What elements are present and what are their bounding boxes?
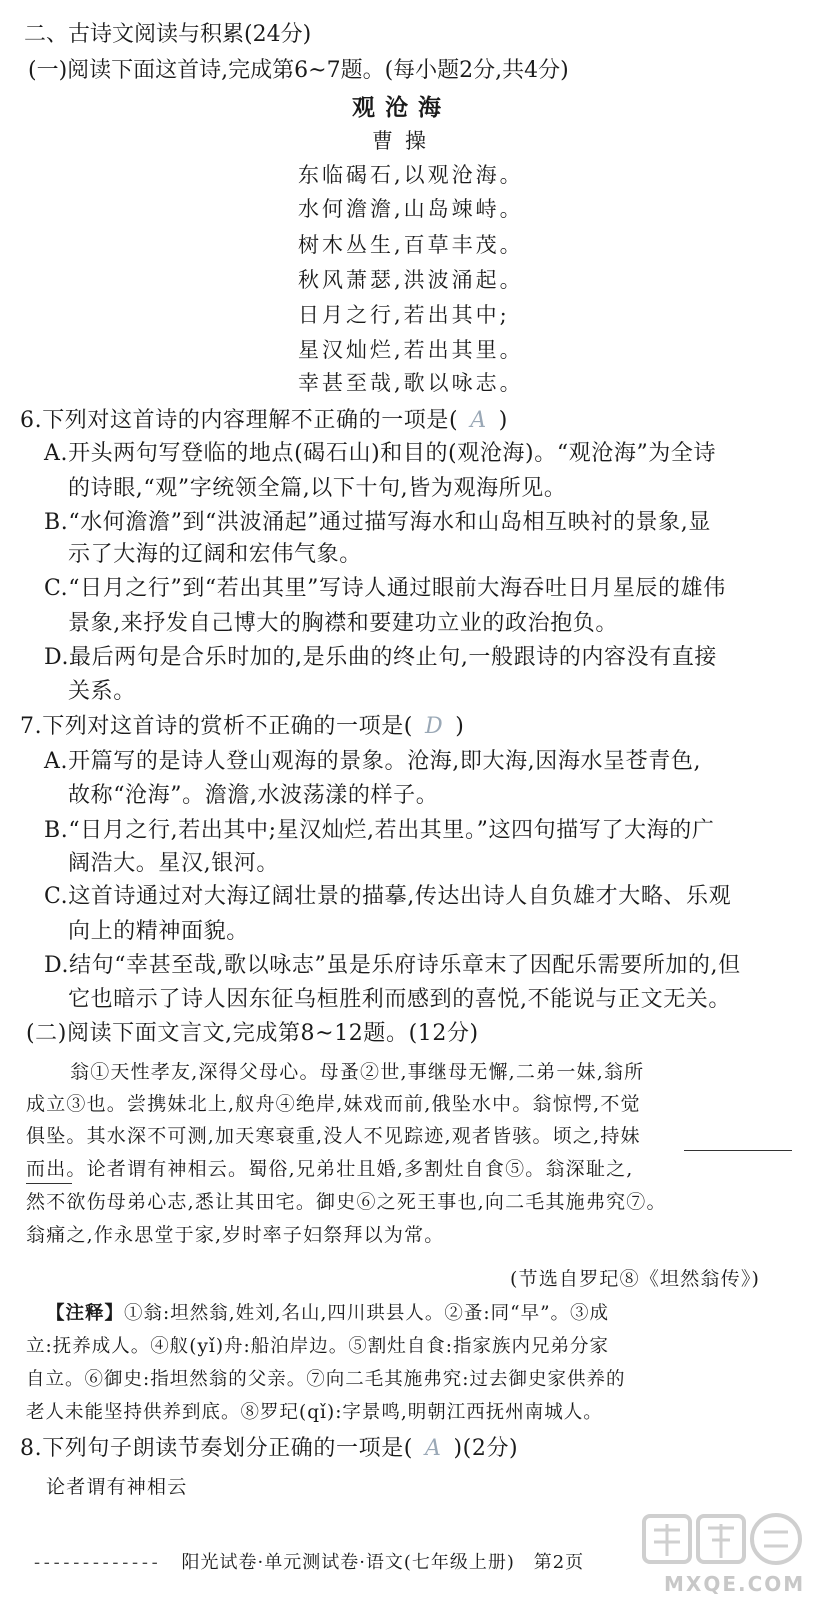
poem-line: 日月之行,若出其中; [298,303,510,327]
poem-line: 幸甚至哉,歌以咏志。 [298,371,524,395]
footer-page: 第2页 [533,1552,585,1573]
q7-option-c-cont: 向上的精神面貌。 [68,919,249,944]
q7-stem [20,716,464,738]
q8-stem-text: 8.下列句子朗读节奏划分正确的一项是( [20,1436,413,1461]
part1-intro: (一)阅读下面这首诗,完成第6~7题。(每小题2分,共4分) [28,58,569,83]
q7-stem-text: 7.下列对这首诗的赏析不正确的一项是( [20,714,413,739]
footer-rule: - - - - - - - - - - - - - [34,1552,157,1573]
q7-answer: D [424,714,444,739]
q7-option-d-cont: 它也暗示了诗人因东征乌桓胜利而感到的喜悦,不能说与正文无关。 [68,987,731,1012]
q6-stem [20,410,508,432]
poem-title: 观沧海 [352,94,451,121]
poem-line: 秋风萧瑟,洪波涌起。 [298,268,524,292]
q7-option-a: A.开篇写的是诗人登山观海的景象。沧海,即大海,因海水呈苍青色, [44,749,702,774]
q6-option-b-cont: 示了大海的辽阔和宏伟气象。 [68,542,362,567]
footer-title: 阳光试卷·单元测试卷·语文(七年级上册) [181,1552,515,1573]
notes-text: ①翁:坦然翁,姓刘,名山,四川珙县人。②蚤:同“早”。③成 [124,1303,610,1324]
q7-option-c: C.这首诗通过对大海辽阔壮景的描摹,传达出诗人自负雄才大略、乐观 [44,884,732,909]
q8-stem [20,1438,518,1460]
q6-stem-text: 6.下列对这首诗的内容理解不正确的一项是( [20,408,459,433]
passage-line: 翁①天性孝友,深得父母心。母蚤②世,事继母无懈,二弟一妹,翁所 [70,1061,645,1083]
q8-sentence: 论者谓有神相云 [46,1476,188,1498]
q6-answer: A [470,408,487,433]
poem-line: 水何澹澹,山岛竦峙。 [298,197,524,221]
q6-option-d-cont: 关系。 [68,679,136,704]
poem-line: 东临碣石,以观沧海。 [298,163,524,187]
q6-option-b: B.“水何澹澹”到“洪波涌起”通过描写海水和山岛相互映衬的景象,显 [44,510,711,535]
q7-close: ) [455,714,465,739]
q7-option-b-cont: 阔浩大。星汉,银河。 [68,851,279,876]
notes-line: 自立。⑥御史:指坦然翁的父亲。⑦向二毛其施弗究:过去御史家供养的 [26,1369,626,1390]
q8-close: )(2分) [453,1436,519,1461]
passage-line: 然不欲伤母弟心志,悉让其田宅。御史⑥之死王事也,向二毛其施弗究⑦。 [26,1191,667,1213]
underline-mark [26,1183,72,1184]
q8-answer: A [424,1436,442,1461]
part2-intro: (二)阅读下面文言文,完成第8~12题。(12分) [26,1021,479,1046]
underline-mark [684,1150,792,1151]
q6-option-a-cont: 的诗眼,“观”字统领全篇,以下十句,皆为观海所见。 [68,476,567,501]
q6-option-a: A.开头两句写登临的地点(碣石山)和目的(观沧海)。“观沧海”为全诗 [44,441,717,466]
q7-option-b: B.“日月之行,若出其中;星汉灿烂,若出其里。”这四句描写了大海的广 [44,818,715,843]
q6-close: ) [498,408,508,433]
passage-line: 而出。论者谓有神相云。蜀俗,兄弟壮且婚,多割灶自食⑤。翁深耻之, [26,1158,634,1180]
poem-author: 曹操 [372,129,438,153]
q6-option-d: D.最后两句是合乐时加的,是乐曲的终止句,一般跟诗的内容没有直接 [44,645,718,670]
passage-line: 成立③也。尝携妹北上,舣舟④绝岸,妹戏而前,俄坠水中。翁惊愕,不觉 [26,1093,641,1115]
passage-source: (节选自罗玘⑧《坦然翁传》) [510,1268,761,1290]
page-footer [34,1548,794,1574]
passage-line: 俱坠。其水深不可测,加天寒衰重,没人不见踪迹,观者皆骇。顷之,持妹 [26,1125,641,1147]
notes-line [46,1305,609,1324]
q7-option-a-cont: 故称“沧海”。澹澹,水波荡漾的样子。 [68,783,439,808]
q6-option-c: C.“日月之行”到“若出其里”写诗人通过眼前大海吞吐日月星辰的雄伟 [44,576,726,601]
notes-label: 【注释】 [46,1303,125,1324]
q6-option-c-cont: 景象,来抒发自己博大的胸襟和要建功立业的政治抱负。 [68,611,618,636]
notes-line: 老人未能坚持供养到底。⑧罗玘(qǐ):字景鸣,明朝江西抚州南城人。 [26,1402,603,1423]
passage-line: 翁痛之,作永思堂于家,岁时率子妇祭拜以为常。 [26,1224,445,1246]
q7-option-d: D.结句“幸甚至哉,歌以咏志”虽是乐府诗乐章末了因配乐需要所加的,但 [44,953,741,978]
watermark-url: MXQE.COM [664,1572,806,1596]
notes-line: 立:抚养成人。④舣(yǐ)舟:船泊岸边。⑤割灶自食:指家族内兄弟分家 [26,1336,610,1357]
section-header: 二、古诗文阅读与积累(24分) [24,22,312,47]
poem-line: 星汉灿烂,若出其里。 [298,338,524,362]
poem-line: 树木丛生,百草丰茂。 [298,233,524,257]
